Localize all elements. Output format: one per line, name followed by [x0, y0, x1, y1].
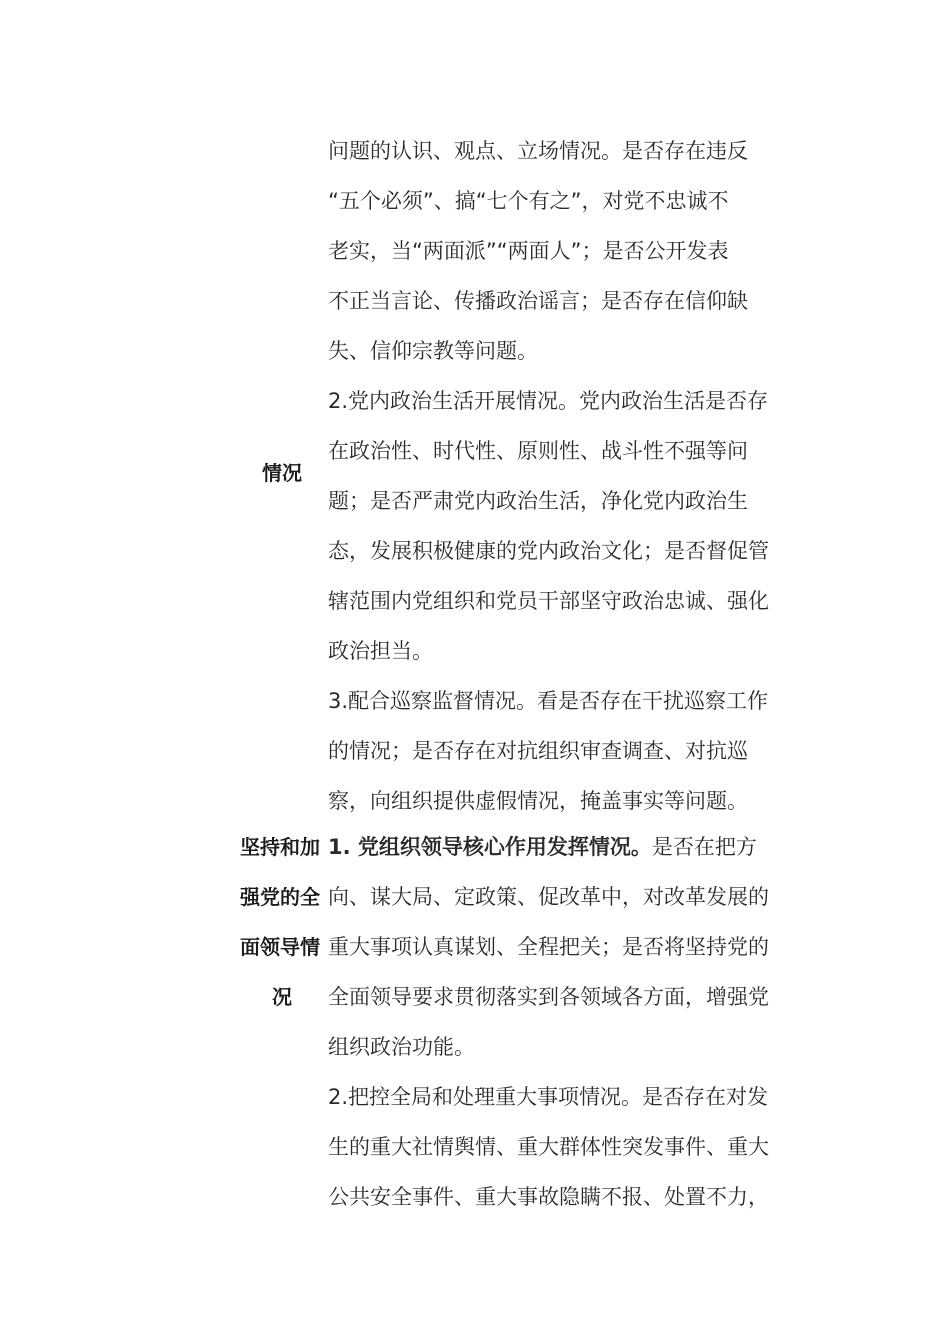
content-section-1 — [328, 126, 800, 826]
content-line: 辖范围内党组织和党员干部坚守政治忠诚、强化 — [328, 589, 769, 613]
row-label-line: 面领导情 — [240, 935, 320, 959]
content-line: 重大事项认真谋划、全程把关；是否将坚持党的 — [328, 935, 769, 959]
content-line: 在政治性、时代性、原则性、战斗性不强等问 — [328, 439, 748, 463]
item-title: 1. 党组织领导核心作用发挥情况。 — [328, 835, 652, 859]
content-line: 题；是否严肃党内政治生活，净化党内政治生 — [328, 489, 748, 513]
content-line: 的情况；是否存在对抗组织审查调查、对抗巡 — [328, 739, 748, 763]
content-line: 2.把控全局和处理重大事项情况。是否存在对发 — [328, 1085, 769, 1109]
content-line: 老实，当“两面派”“两面人”；是否公开发表 — [328, 239, 729, 263]
content-line: 向、谋大局、定政策、促改革中，对改革发展的 — [328, 885, 769, 909]
row-label-line: 强党的全 — [240, 885, 320, 909]
content-line: 察，向组织提供虚假情况，掩盖事实等问题。 — [328, 789, 748, 813]
content-line: 2.党内政治生活开展情况。党内政治生活是否存 — [328, 389, 769, 413]
content-line: 生的重大社情舆情、重大群体性突发事件、重大 — [328, 1135, 769, 1159]
content-line-with-title — [328, 822, 800, 872]
content-line: 公共安全事件、重大事故隐瞒不报、处置不力， — [328, 1185, 769, 1209]
row-label-line: 况 — [272, 985, 292, 1009]
row-label-text: 情况 — [262, 461, 302, 485]
content-line: 失、信仰宗教等问题。 — [328, 339, 538, 363]
content-line: 组织政治功能。 — [328, 1035, 475, 1059]
content-section-2 — [328, 822, 800, 1222]
content-line: 全面领导要求贯彻落实到各领域各方面，增强党 — [328, 985, 769, 1009]
row-label-line: 坚持和加 — [240, 835, 320, 859]
content-line: 3.配合巡察监督情况。看是否存在干扰巡察工作 — [328, 689, 769, 713]
row-label-party-leadership — [240, 822, 340, 1022]
content-line: 问题的认识、观点、立场情况。是否存在违反 — [328, 139, 748, 163]
content-line: 政治担当。 — [328, 639, 433, 663]
content-line: “五个必须”、搞“七个有之”，对党不忠诚不 — [328, 189, 729, 213]
content-line: 态，发展积极健康的党内政治文化；是否督促管 — [328, 539, 769, 563]
content-line: 不正当言论、传播政治谣言；是否存在信仰缺 — [328, 289, 748, 313]
item-title-rest: 是否在把方 — [651, 835, 757, 859]
